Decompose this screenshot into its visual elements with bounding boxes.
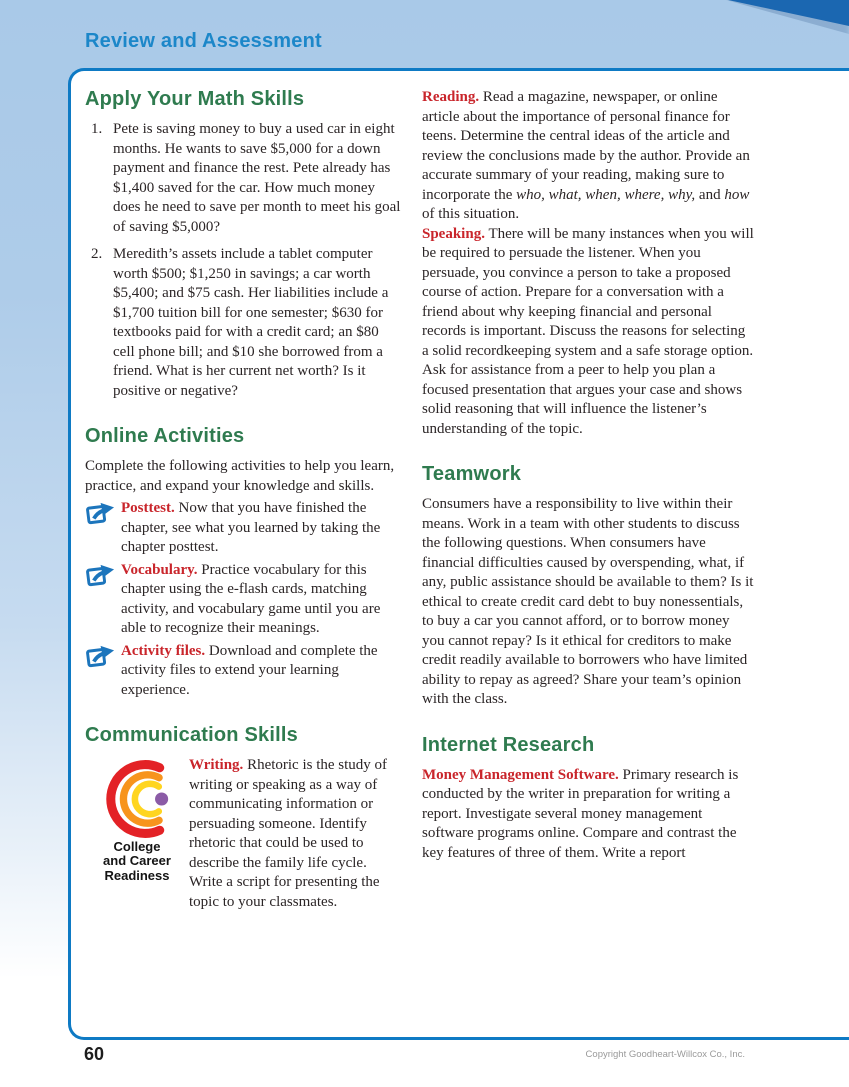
activity-label: Posttest.: [121, 500, 175, 516]
math-problem-1: [85, 120, 403, 237]
activity-text: Activity files. Download and complete the activity files to extend your learning experience.: [121, 642, 378, 698]
online-activities-intro: Complete the following activities to help you learn, practice, and expand your knowledge and skills.: [85, 458, 395, 494]
external-link-icon: [85, 499, 121, 558]
math-problem-text: Meredith’s assets include a tablet computer worth $500; $1,250 in savings; a car worth $5,400; and $75 cash. Her liabilities include a $1,700 tuition bill for one semester; $630 for textbooks paid for with a credit card; an $80 cell phone bill; and $10 she borrowed from a friend. What is her current net worth? Is it positive or negative?: [113, 246, 389, 399]
activity-label: Activity files.: [121, 642, 206, 659]
teamwork-paragraph: Consumers have a responsibility to live within their means. Work in a team with other students to discuss the following questions. When consumers have financial difficulties caused by overspending, what, if any, public assistance should be available to them? Is it ethical to create credit card debt to buy nonessentials, to buy a car you cannot afford, or to borrow money you cannot repay? Is it ethical for creditors to make credit readily available to borrowers who have limited ability to repay as agreed? Share your team’s opinion with the class.: [422, 496, 754, 707]
external-link-icon: [85, 561, 121, 639]
activity-item-posttest: [85, 499, 403, 558]
right-column: [422, 88, 754, 912]
copyright-text: Copyright Goodheart-Willcox Co., Inc.: [585, 1049, 745, 1060]
math-problem-2: [85, 245, 403, 401]
math-problem-text: Pete is saving money to buy a used car in eight months. He wants to save $5,000 for a down payment and finance the rest. Pete already has $1,400 saved for the car. How much money does he need to save per month to meet his goal of saving $5,000?: [113, 121, 401, 235]
heading-online-activities: Online Activities: [85, 425, 245, 447]
activity-item-activity-files: [85, 642, 403, 701]
heading-teamwork: Teamwork: [422, 463, 522, 485]
heading-internet-research: Internet Research: [422, 733, 595, 756]
external-link-icon: [85, 642, 121, 701]
reading-label: Reading.: [422, 89, 480, 105]
list-number: 1.: [91, 121, 103, 137]
content-columns: [85, 88, 754, 912]
internet-research-paragraph: Money Management Software. Primary research is conducted by the writer in preparation for writing a report. Investigate several money management software programs online. Compare and contrast the key features of three of them. Write a report: [422, 766, 739, 861]
communication-row: [85, 756, 403, 912]
list-number: 2.: [91, 246, 103, 262]
speaking-paragraph: Speaking. There will be many instances when you will be required to persuade the listener. When you persuade, you convince a person to take a proposed course of action. Prepare for a conversation with a friend about why keeping financial and personal records is important. Discuss the reasons for selecting a solid recordkeeping system and a safe storage option. Ask for assistance from a peer to help you plan a focused presentation that argues your case and shows solid reasoning that will influence the listener’s understanding of the topic.: [422, 225, 754, 437]
heading-communication-skills: Communication Skills: [85, 724, 298, 746]
college-career-readiness-arcs-icon: [96, 758, 178, 840]
activity-text: Vocabulary. Practice vocabulary for this chapter using the e-flash cards, matching activity, and vocabulary game until you are able to recognize their meanings.: [121, 561, 381, 636]
left-column: [85, 88, 403, 912]
activity-text: Posttest. Now that you have finished the chapter, see what you learned by taking the chapter posttest.: [121, 500, 381, 555]
page-title: Review and Assessment: [85, 30, 322, 52]
writing-paragraph: Writing. Rhetoric is the study of writing or speaking as a way of communicating information or persuading someone. Identify rhetoric that could be used to describe the family life cycle. Write a script for presenting the topic to your classmates.: [189, 757, 388, 910]
internet-research-label: Money Management Software.: [422, 766, 619, 783]
heading-apply-your-math-skills: Apply Your Math Skills: [85, 88, 305, 110]
activity-item-vocabulary: [85, 561, 403, 639]
page-number: 60: [84, 1044, 105, 1064]
college-career-readiness-badge: [85, 756, 189, 912]
activity-label: Vocabulary.: [121, 561, 198, 578]
speaking-label: Speaking.: [422, 225, 485, 242]
badge-label: College and Career Readiness: [103, 839, 171, 883]
reading-paragraph: Reading. Read a magazine, newspaper, or online article about the importance of personal finance for teens. Determine the central ideas of the article and review the conclusions made by the author. Provide an accurate summary of your reading, making sure to incorporate the who, what, when, where, why, and how of this situation.: [422, 89, 750, 222]
writing-label: Writing.: [189, 757, 244, 773]
content-panel: [68, 68, 849, 1040]
